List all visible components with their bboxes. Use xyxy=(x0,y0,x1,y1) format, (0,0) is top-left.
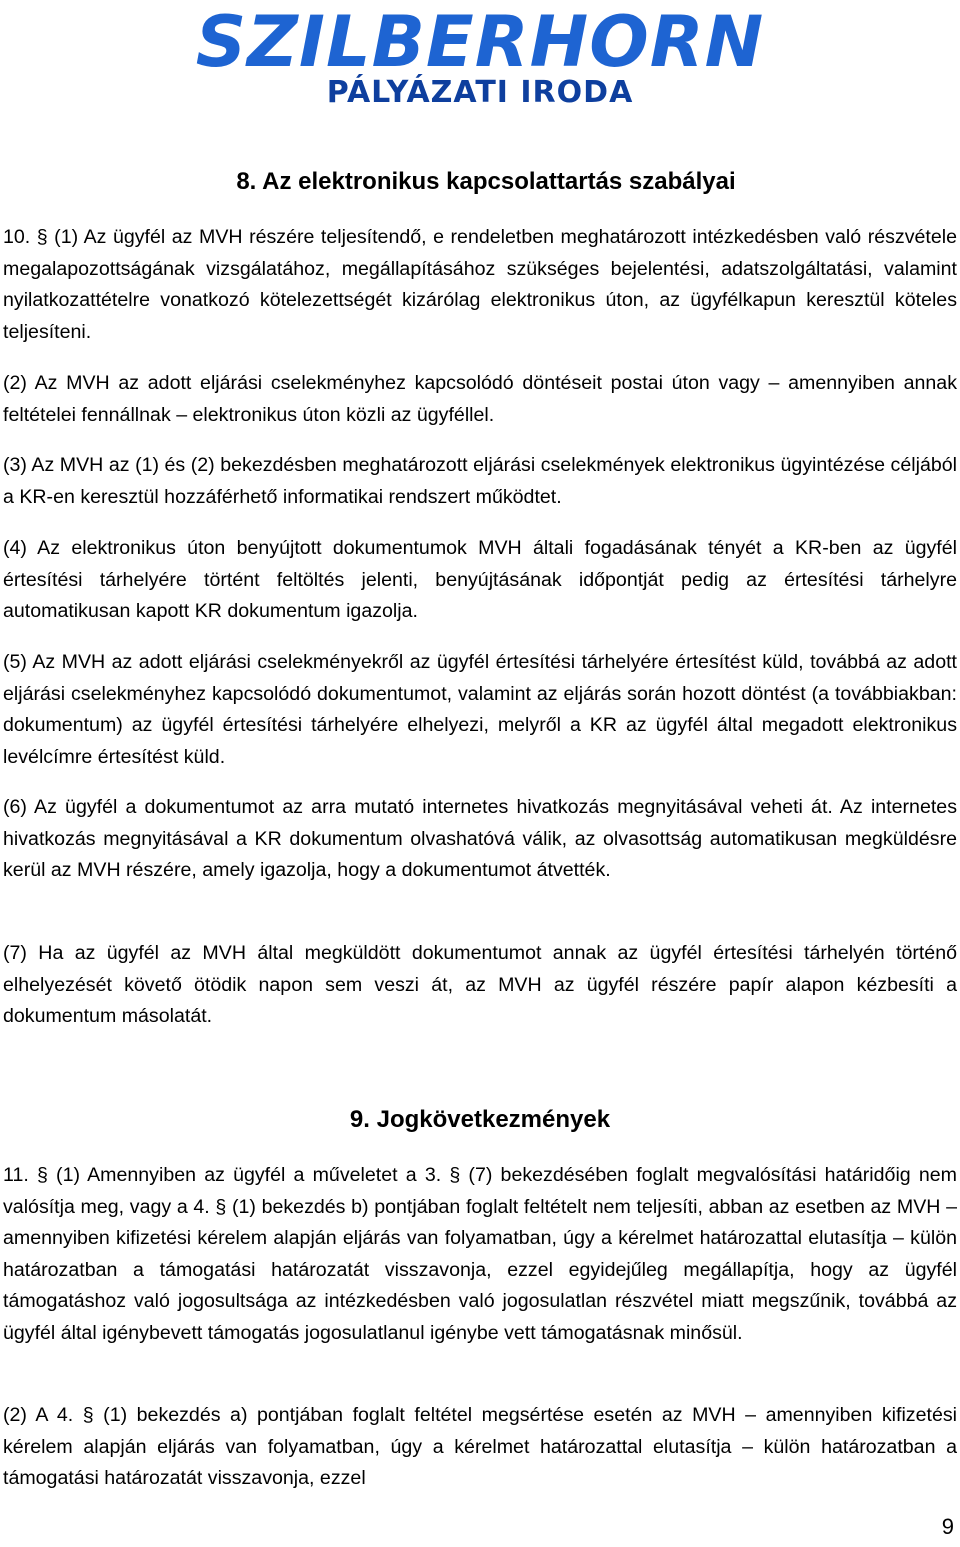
paragraph-10-3: (3) Az MVH az (1) és (2) bekezdésben meghatározott eljárási cselekmények elektronikus ügyintézése céljából a KR-en keresztül hozzáférhető informatikai rendszert működtet. xyxy=(3,454,957,508)
paragraph-10-1: 10. § (1) Az ügyfél az MVH részére teljesítendő, e rendeletben meghatározott intézkedésben való részvétele megalapozottságának vizsgálatához, megállapításához szükséges bejelentési, adatszolgáltatási, valamint nyilatkozattételre vonatkozó kötelezettségét kizárólag elektronikus úton, az ügyfélkapun keresztül köteles teljesíteni. xyxy=(3,226,957,343)
company-logo xyxy=(0,1,960,110)
paragraph-11-2: (2) A 4. § (1) bekezdés a) pontjában foglalt feltétel megsértése esetén az MVH – amennyiben kifizetési kérelem alapján eljárás van folyamatban, úgy a kérelmet határozattal elutasítja – külön határozatban a támogatási határozatát visszavonja, ezzel xyxy=(3,1404,957,1489)
paragraph-10-6: (6) Az ügyfél a dokumentumot az arra mutató internetes hivatkozás megnyitásával veheti át. Az internetes hivatkozás megnyitásával a KR dokumentum olvashatóvá válik, az olvasottság automatikusan megküldésre kerül az MVH részére, amely igazolja, hogy a dokumentumot átvették. xyxy=(3,796,957,881)
paragraph-10-2: (2) Az MVH az adott eljárási cselekményhez kapcsolódó döntéseit postai úton vagy – amennyiben annak feltételei fennállnak – elektronikus úton közli az ügyféllel. xyxy=(3,372,957,426)
page-number: 9 xyxy=(941,1514,954,1539)
logo-wordmark: SZILBERHORN xyxy=(195,1,765,83)
paragraph-10-5: (5) Az MVH az adott eljárási cselekményekről az ügyfél értesítési tárhelyére értesítést küld, továbbá az adott eljárási cselekményhez kapcsolódó dokumentumot, valamint az eljárás során hozott döntést (a továbbiakban: dokumentum) az ügyfél értesítési tárhelyére elhelyezi, melyről a KR az ügyfél által megadott elektronikus levélcímre értesítést küld. xyxy=(3,651,957,768)
logo-subtitle: PÁLYÁZATI IRODA xyxy=(326,75,634,110)
paragraph-11-1: 11. § (1) Amennyiben az ügyfél a műveletet a 3. § (7) bekezdésében foglalt megvalósítási határidőig nem valósítja meg, vagy a 4. § (1) bekezdés b) pontjában foglalt feltételt nem teljesíti, abban az esetben az MVH – amennyiben kifizetési kérelem alapján eljárás van folyamatban, úgy a kérelmet határozattal elutasítja – külön határozatban a támogatási határozatát visszavonja, ezzel egyidejűleg megállapítja, hogy az ügyfél támogatáshoz való jogosultsága az intézkedésben való jogosulatlan részvétel miatt megszűnik, továbbá az ügyfél által igénybevett támogatás jogosulatlanul igénybe vett támogatásnak minősül. xyxy=(3,1164,957,1344)
paragraph-10-4: (4) Az elektronikus úton benyújtott dokumentumok MVH általi fogadásának tényét a KR-ben az ügyfél értesítési tárhelyére történt feltöltés jelenti, benyújtásának időpontját pedig az értesítési tárhelyre automatikusan kapott KR dokumentum igazolja. xyxy=(3,537,957,622)
section-9-heading: 9. Jogkövetkezmények xyxy=(349,1106,611,1133)
paragraph-10-7: (7) Ha az ügyfél az MVH által megküldött dokumentumot annak az ügyfél értesítési tárhelyén történő elhelyezését követő ötödik napon sem veszi át, az MVH az ügyfél részére papír alapon kézbesíti a dokumentum másolatát. xyxy=(3,942,957,1027)
section-8-heading: 8. Az elektronikus kapcsolattartás szabályai xyxy=(236,168,736,195)
